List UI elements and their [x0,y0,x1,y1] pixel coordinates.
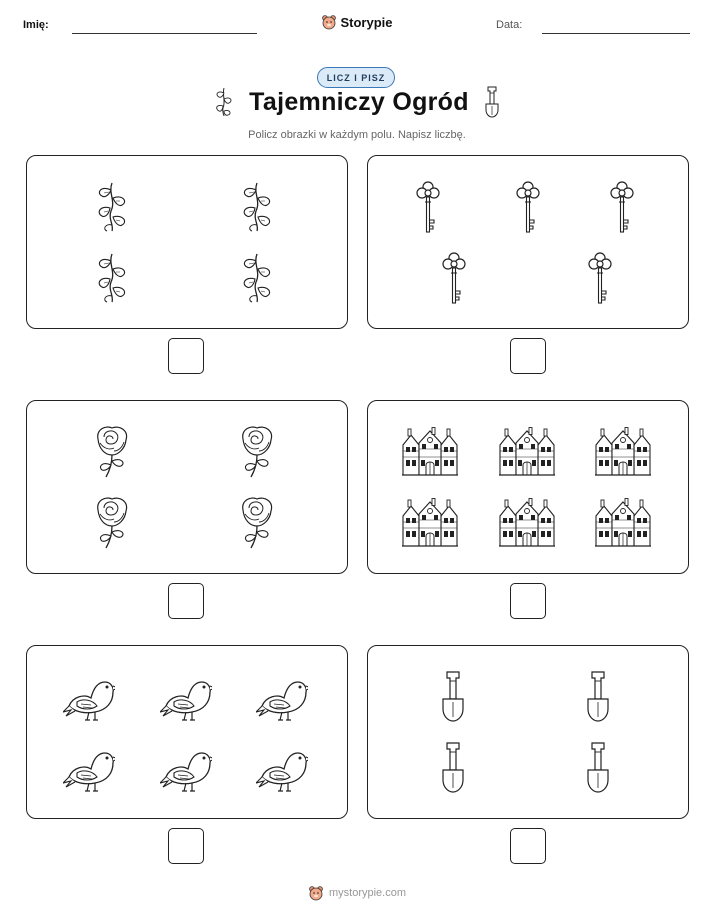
answer-box-keys[interactable] [510,338,546,374]
mansion-icon [401,498,459,553]
vine-icon [213,87,235,117]
key-icon [439,251,469,310]
date-label: Data: [496,19,523,31]
shovel-icon [483,86,501,118]
key-icon [607,180,637,239]
rose-icon [92,425,132,484]
count-box-roses [26,400,348,574]
answer-box-vines[interactable] [168,338,204,374]
answer-box-birds[interactable] [168,828,204,864]
footer-url: mystorypie.com [328,887,407,899]
answer-box-roses[interactable] [168,583,204,619]
page-title: Tajemniczy Ogród [249,87,469,116]
bird-icon [63,743,115,798]
bird-icon [256,672,308,727]
answer-box-shovels[interactable] [510,828,546,864]
rose-icon [237,425,277,484]
name-label: Imię: [23,19,49,31]
vine-icon [237,252,277,309]
mansion-icon [594,427,652,482]
vine-icon [92,252,132,309]
key-icon [413,180,443,239]
brand-name: Storypie [340,14,393,30]
count-box-birds [26,645,348,819]
answer-box-mansions[interactable] [510,583,546,619]
footer [0,885,714,901]
vine-icon [237,181,277,238]
vine-icon [92,181,132,238]
mansion-icon [498,427,556,482]
mansion-icon [498,498,556,553]
count-box-keys [367,155,689,329]
rose-icon [92,496,132,555]
bird-icon [160,672,212,727]
count-box-vines [26,155,348,329]
shovel-icon [440,742,466,799]
count-box-shovels [367,645,689,819]
shovel-icon [585,671,611,728]
bird-icon [256,743,308,798]
key-icon [513,180,543,239]
storypie-bear-icon [308,885,324,901]
shovel-icon [440,671,466,728]
bird-icon [63,672,115,727]
rose-icon [237,496,277,555]
date-field-line[interactable] [542,33,690,34]
mansion-icon [401,427,459,482]
key-icon [585,251,615,310]
shovel-icon [585,742,611,799]
instructions: Policz obrazki w każdym polu. Napisz liczbę. [248,129,466,141]
count-box-mansions [367,400,689,574]
mansion-icon [594,498,652,553]
storypie-bear-icon [321,14,337,30]
bird-icon [160,743,212,798]
activity-badge: LICZ I PISZ [317,67,395,88]
brand-logo [0,14,714,35]
